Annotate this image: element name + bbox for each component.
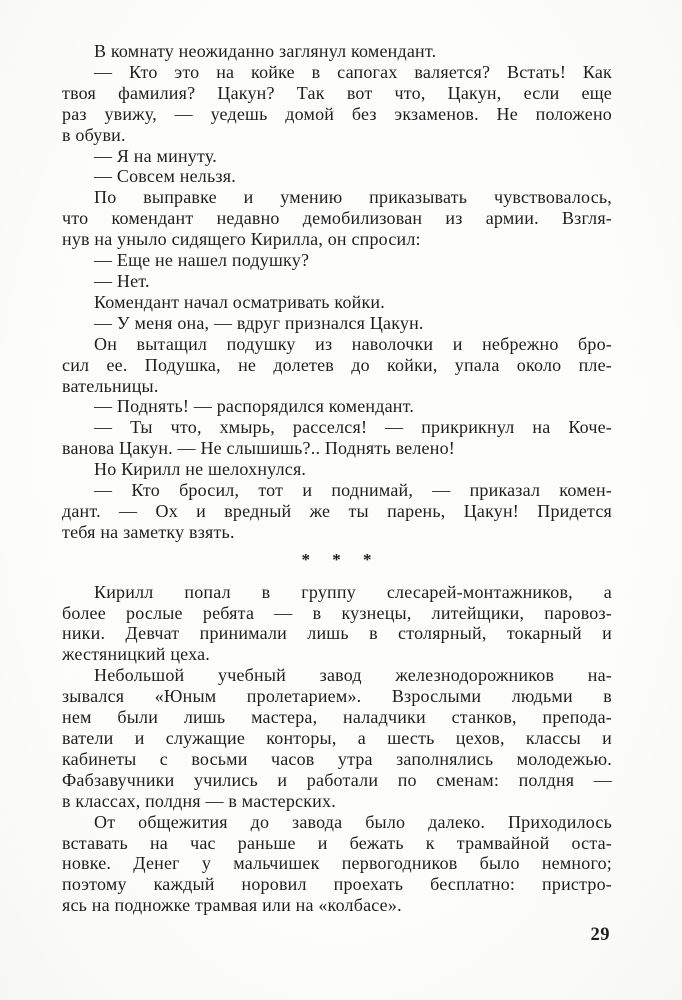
text-line: — Я на минуту. [94, 145, 217, 166]
text-line: Комендант начал осматривать койки. [94, 291, 385, 312]
text-line: раз увижу, — уедешь домой без экзаменов. Не положено [62, 103, 612, 124]
text-block [62, 41, 612, 916]
text-line: — Нет. [94, 270, 150, 291]
text-line: ватели и служащие конторы, а шесть цехов, классы и [62, 728, 612, 748]
text-line: что комендант недавно демобилизован из армии. Взгля- [62, 208, 612, 229]
text-line: поэтому каждый норовил проехать бесплатно: пристро- [62, 874, 612, 895]
text-line: От общежития до завода было далеко. Приходилось [94, 811, 612, 832]
text-line: жестяницкий цеха. [62, 644, 210, 665]
text-line: — У меня она, — вдруг признался Цакун. [94, 312, 424, 333]
text-line: дант. — Ох и вредный же ты парень, Цакун! Придется [62, 500, 612, 521]
text-line: По выправке и умению приказывать чувствовалось, [94, 187, 612, 208]
text-line: Кирилл попал в группу слесарей-монтажников, а [94, 581, 612, 602]
text-line: новке. Денег у мальчишек первогодников было немного; [62, 853, 612, 874]
text-line: — Совсем нельзя. [94, 166, 236, 187]
text-line: зывался «Юным пролетарием». Взрослыми людьми в [62, 686, 612, 707]
text-line: ники. Девчат принимали лишь в столярный, токарный и [62, 623, 612, 644]
text-line: Но Кирилл не шелохнулся. [94, 459, 307, 480]
text-line: вставать на час раньше и бежать к трамвайной оста- [62, 832, 612, 853]
text-line: вательницы. [62, 375, 159, 396]
text-line: — Поднять! — распорядился комендант. [94, 396, 415, 417]
text-line: более рослые ребята — в кузнецы, литейщики, паровоз- [62, 602, 612, 623]
text-line: тебя на заметку взять. [62, 521, 235, 542]
text-line: нув на уныло сидящего Кирилла, он спросил: [62, 229, 421, 250]
text-line: твоя фамилия? Цакун? Так вот что, Цакун, если еще [62, 82, 612, 103]
text-line: — Кто это на койке в сапогах валяется? Встать! Как [94, 61, 612, 82]
text-line: кабинеты с восьми часов утра заполнялись молодежью. [62, 748, 612, 769]
text-line: ясь на подножке трамвая или на «колбасе». [62, 895, 402, 916]
text-line: — Еще не нашел подушку? [94, 250, 310, 271]
text-line: Он вытащил подушку из наволочки и небрежно бро- [94, 333, 612, 354]
text-line: — Кто бросил, тот и поднимай, — приказал комен- [94, 480, 612, 501]
text-line: нем были лишь мастера, наладчики станков, препода- [62, 707, 612, 728]
text-line: ванова Цакун. — Не слышишь?.. Поднять велено! [62, 438, 455, 459]
text-line: — Ты что, хмырь, расселся! — прикрикнул на Коче- [94, 417, 612, 438]
section-separator: * * * [301, 549, 373, 569]
text-line: В комнату неожиданно заглянул комендант. [94, 41, 437, 61]
text-line: Небольшой учебный завод железнодорожников на- [94, 665, 612, 686]
page-number: 29 [590, 925, 610, 945]
text-line: Фабзавучники учились и работали по сменам: полдня — [62, 769, 612, 790]
text-line: в обуви. [62, 124, 126, 145]
text-line: сил ее. Подушка, не долетев до койки, упала около пле- [62, 354, 612, 375]
text-line: в классах, полдня — в мастерских. [62, 790, 336, 811]
